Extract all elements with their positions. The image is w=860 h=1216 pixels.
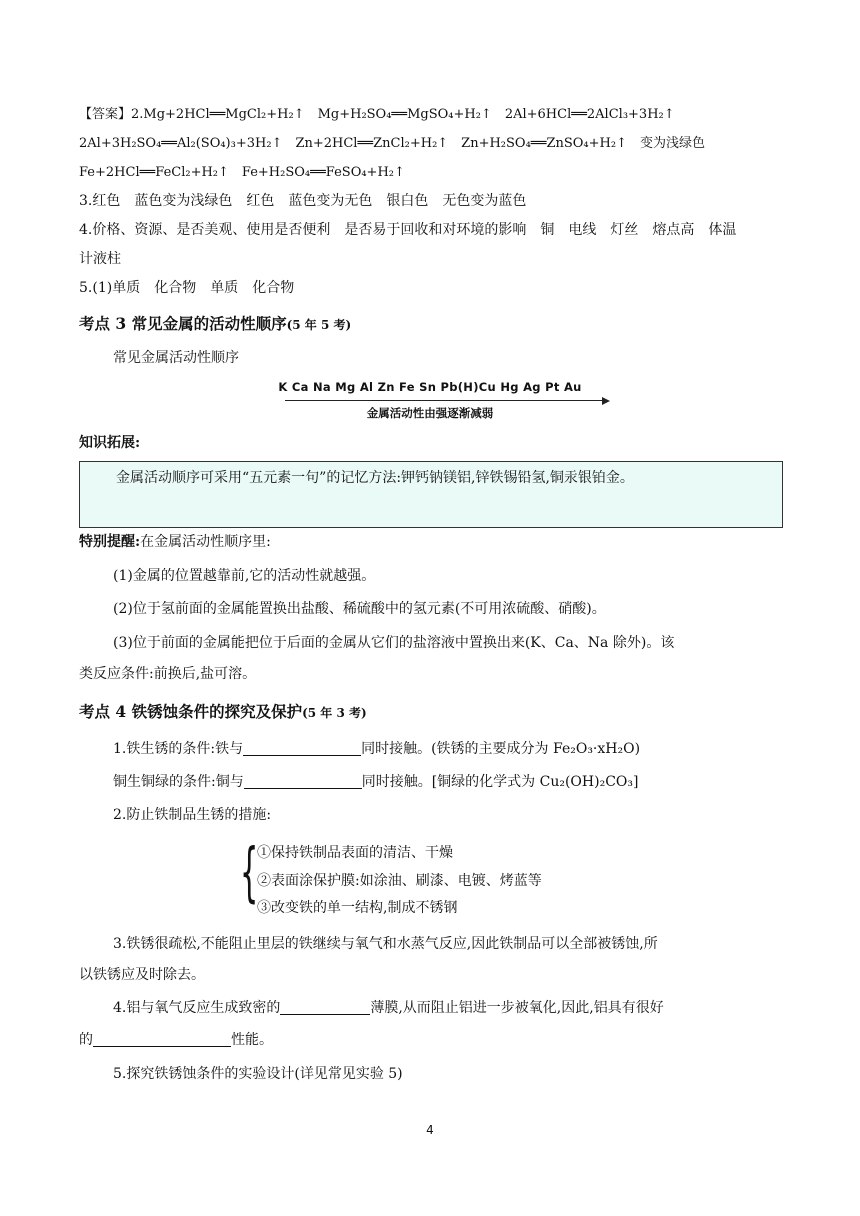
patina-condition-line <box>113 772 638 792</box>
knowledge-extension-text: 金属活动顺序可采用“五元素一句”的记忆方法:钾钙钠镁铝,锌铁锡铅氢,铜汞银铂金。 <box>116 470 634 486</box>
activity-series-arrow <box>285 397 610 405</box>
prevention-option-3: ③改变铁的单一结构,制成不锈钢 <box>257 900 458 916</box>
corrosion-resistance-blank[interactable] <box>93 1031 231 1047</box>
experiment-reference: 5.探究铁锈蚀条件的实验设计(详见常见实验 5) <box>113 1066 403 1082</box>
answer-line-4: 3.红色 蓝色变为浅绿色 红色 蓝色变为无色 银白色 无色变为蓝色 <box>79 193 527 209</box>
section-3-count: (5 年 5 考) <box>286 318 352 332</box>
activity-series-caption: 金属活动性由强逐渐减弱 <box>366 406 494 420</box>
section-4-heading <box>79 702 367 723</box>
note-item-3a: (3)位于前面的金属能把位于后面的金属从它们的盐溶液中置换出来(K、Ca、Na 除外)。该 <box>113 635 675 651</box>
rust-porous-line-a: 3.铁锈很疏松,不能阻止里层的铁继续与氧气和水蒸气反应,因此铁制品可以全部被锈蚀,所 <box>113 936 658 952</box>
patina-condition-blank[interactable] <box>244 773 362 789</box>
answer-line-7: 5.(1)单质 化合物 单质 化合物 <box>79 280 295 296</box>
special-note-text: 在金属活动性顺序里: <box>140 534 271 550</box>
answer-line-5: 4.价格、资源、是否美观、使用是否便利 是否易于回收和对环境的影响 铜 电线 灯丝 熔点高 体温 <box>79 222 737 238</box>
prevention-option-2: ②表面涂保护膜:如涂油、刷漆、电镀、烤蓝等 <box>257 873 542 889</box>
aluminum-text-4: 性能。 <box>231 1032 273 1048</box>
rust-porous-line-b: 以铁锈应及时除去。 <box>79 967 205 983</box>
note-item-1: (1)金属的位置越靠前,它的活动性就越强。 <box>113 568 376 584</box>
aluminum-text-3: 的 <box>79 1032 93 1048</box>
note-item-3b: 类反应条件:前换后,盐可溶。 <box>79 666 257 682</box>
special-note-label: 特别提醒: <box>79 534 141 550</box>
aluminum-text-1: 4.铝与氧气反应生成致密的 <box>113 1000 281 1016</box>
answer-line-6: 计液柱 <box>79 251 121 267</box>
aluminum-text-2: 薄膜,从而阻止铝进一步被氧化,因此,铝具有很好 <box>370 1000 664 1016</box>
note-item-2: (2)位于氢前面的金属能置换出盐酸、稀硫酸中的氢元素(不可用浓硫酸、硝酸)。 <box>113 601 606 617</box>
section-3-title: 考点 3 常见金属的活动性顺序 <box>79 314 287 333</box>
rust-prevention-intro: 2.防止铁制品生锈的措施: <box>113 807 272 823</box>
aluminum-line-b <box>79 1030 273 1050</box>
answer-line-2: 2Al+3H₂SO₄══Al₂(SO₄)₃+3H₂↑ Zn+2HCl══ZnCl₂+H₂↑ Zn+H₂SO₄══ZnSO₄+H₂↑ 变为浅绿色 <box>79 136 705 151</box>
rust-condition-line <box>113 739 640 759</box>
answer-line-1: 【答案】2.Mg+2HCl══MgCl₂+H₂↑ Mg+H₂SO₄══MgSO₄+H₂↑ 2Al+6HCl══2AlCl₃+3H₂↑ <box>79 107 675 122</box>
aluminum-line-a <box>113 998 664 1018</box>
prevention-option-1: ①保持铁制品表面的清洁、干燥 <box>257 845 453 861</box>
section-4-count: (5 年 3 考) <box>302 706 367 720</box>
knowledge-extension-box <box>79 461 783 528</box>
oxide-film-blank[interactable] <box>280 999 370 1015</box>
rust-condition-text: 1.铁生锈的条件:铁与 <box>113 741 244 757</box>
rust-condition-blank[interactable] <box>243 740 361 756</box>
activity-series-figure <box>0 376 860 395</box>
section-3-heading <box>79 314 351 335</box>
patina-condition-text: 铜生铜绿的条件:铜与 <box>113 774 244 790</box>
activity-series-intro: 常见金属活动性顺序 <box>113 350 239 366</box>
left-brace: { <box>240 836 259 910</box>
activity-series-elements: K Ca Na Mg Al Zn Fe Sn Pb(H)Cu Hg Ag Pt Au <box>278 380 582 394</box>
patina-condition-text-2: 同时接触。[铜绿的化学式为 Cu₂(OH)₂CO₃] <box>361 774 639 790</box>
section-4-title: 考点 4 铁锈蚀条件的探究及保护 <box>79 702 303 721</box>
special-note <box>79 532 271 552</box>
page-number: 4 <box>426 1123 434 1137</box>
knowledge-extension-label: 知识拓展: <box>79 435 141 451</box>
answer-line-3: Fe+2HCl══FeCl₂+H₂↑ Fe+H₂SO₄══FeSO₄+H₂↑ <box>79 165 405 180</box>
rust-condition-text-2: 同时接触。(铁锈的主要成分为 Fe₂O₃·xH₂O) <box>361 741 641 757</box>
